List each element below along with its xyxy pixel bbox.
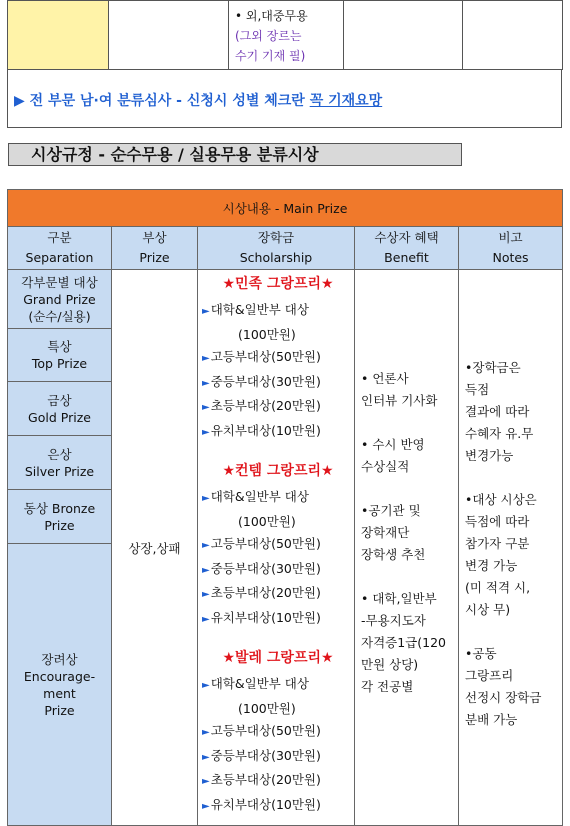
sep-line: Top Prize — [31, 356, 88, 371]
separation-bronze-prize — [8, 490, 112, 544]
scholarship-item: ►초등부대상(20만원) — [202, 585, 321, 600]
triangle-icon: ► — [202, 564, 210, 576]
benefit-line: • 대학,일반부 — [361, 591, 437, 606]
top-cell-5 — [463, 1, 563, 70]
genre-note-line2: 수기 기재 필) — [235, 49, 306, 63]
scholarship-item: ►고등부대상(50만원) — [202, 349, 321, 364]
triangle-icon: ► — [202, 727, 210, 738]
sep-line: Silver Prize — [24, 463, 95, 479]
scholarship-item: ►대학&일반부 대상 — [202, 676, 309, 691]
bullet-item: • 외,대중무용 — [235, 9, 308, 23]
triangle-icon: ► — [202, 776, 210, 787]
triangle-icon: ► — [202, 613, 210, 625]
top-cell-2 — [109, 1, 229, 70]
header-benefit — [355, 227, 459, 270]
benefit-line: • 언론사 — [361, 371, 409, 386]
notes-line: •장학금은 — [465, 360, 521, 375]
top-cell-yellow — [8, 1, 109, 70]
grand-prix-title: ★민족 그랑프리★ — [222, 276, 334, 292]
triangle-icon: ► — [202, 589, 210, 600]
triangle-icon: ► — [202, 751, 210, 763]
scholarship-item: ►유치부대상(10만원) — [202, 422, 321, 438]
scholarship-item: ►초등부대상(20만원) — [202, 772, 321, 787]
sep-line: 각부문별 대상 — [21, 274, 98, 290]
benefit-line: 만원 상당) — [361, 657, 419, 672]
header-en: Scholarship — [239, 250, 313, 265]
gender-notice — [14, 90, 382, 110]
notes-line: (미 적격 시, — [465, 580, 531, 595]
separation-gold-prize — [8, 382, 112, 436]
notes-line: 변경가능 — [465, 448, 514, 463]
header-ko: 장학금 — [257, 230, 295, 245]
notes-line: 분배 가능 — [465, 712, 518, 727]
scholarship-item: (100만원) — [238, 326, 296, 342]
separation-encouragement-prize — [8, 544, 112, 826]
header-ko: 수상자 혜택 — [374, 230, 439, 245]
notes-line: •대상 시상은 — [465, 492, 537, 507]
main-prize-title: 시상내용 - Main Prize — [8, 190, 563, 227]
scholarship-item: ►중등부대상(30만원) — [202, 373, 321, 389]
benefit-line: -무용지도자 — [361, 613, 426, 628]
top-cell-3 — [229, 1, 344, 70]
notes-line: 득점에 따라 — [465, 514, 530, 529]
triangle-icon: ► — [202, 493, 210, 504]
notes-line: 결과에 따라 — [465, 404, 530, 419]
triangle-icon: ► — [202, 377, 210, 389]
separation-silver-prize — [8, 436, 112, 490]
sep-line: 동상 Bronze — [23, 500, 96, 516]
top-cell-4 — [344, 1, 463, 70]
notes-line: •공동 — [465, 646, 497, 661]
benefit-line: 장학생 추천 — [361, 547, 426, 562]
benefit-cell — [355, 270, 459, 826]
scholarship-item: (100만원) — [238, 700, 296, 716]
triangle-icon: ► — [202, 800, 210, 812]
scholarship-item: ►중등부대상(30만원) — [202, 560, 321, 576]
benefit-line: 장학재단 — [361, 525, 410, 540]
sep-line: 장려상 — [41, 651, 78, 667]
notes-line: 선정시 장학금 — [465, 690, 542, 705]
header-ko: 부상 — [142, 230, 167, 245]
benefit-line: 각 전공별 — [361, 679, 414, 694]
benefit-line: 인터뷰 기사화 — [361, 393, 438, 408]
scholarship-item: (100만원) — [238, 513, 296, 529]
header-scholarship — [198, 227, 355, 270]
scholarship-item: ►대학&일반부 대상 — [202, 489, 309, 504]
scholarship-item: ►중등부대상(30만원) — [202, 747, 321, 763]
scholarship-item: ►유치부대상(10만원) — [202, 796, 321, 812]
scholarship-cell — [198, 270, 355, 826]
triangle-icon: ► — [202, 540, 210, 551]
top-table-fragment — [7, 0, 563, 70]
prize-cell: 상장,상패 — [112, 270, 198, 826]
triangle-icon: ► — [202, 402, 210, 413]
notes-line: 수혜자 유.무 — [465, 426, 534, 441]
genre-note-line1: (그외 장르는 — [235, 29, 302, 43]
scholarship-item: ►고등부대상(50만원) — [202, 536, 321, 551]
header-ko: 구분 — [47, 230, 72, 245]
main-prize-table — [7, 189, 563, 826]
sep-line: Prize — [44, 517, 75, 533]
header-ko: 비고 — [498, 230, 523, 245]
triangle-icon: ► — [202, 426, 210, 438]
separation-grand-prize — [8, 270, 112, 329]
sep-line: ment — [43, 685, 76, 701]
notes-line: 시상 무) — [465, 602, 511, 617]
triangle-icon: ► — [202, 353, 210, 364]
sep-line: (순수/실용) — [28, 308, 91, 324]
header-en: Benefit — [384, 250, 429, 265]
sep-line: 특상 — [47, 339, 72, 354]
benefit-line: • 수시 반영 — [361, 437, 425, 452]
scholarship-item: ►초등부대상(20만원) — [202, 398, 321, 413]
sep-line: Gold Prize — [28, 409, 91, 425]
sep-line: 은상 — [47, 446, 72, 462]
grand-prix-title: ★컨템 그랑프리★ — [222, 463, 334, 479]
scholarship-item: ►대학&일반부 대상 — [202, 302, 309, 317]
scholarship-item: ►유치부대상(10만원) — [202, 609, 321, 625]
benefit-line: 수상실적 — [361, 459, 410, 474]
benefit-line: 자격증1급(120 — [361, 635, 446, 650]
grand-prix-title: ★발레 그랑프리★ — [222, 650, 334, 666]
arrow-icon: ▶ — [14, 93, 25, 109]
notice-emphasis: 꼭 기재요망 — [309, 93, 383, 109]
header-en: Notes — [492, 250, 529, 265]
header-separation — [8, 227, 112, 270]
sep-line: Encourage- — [23, 668, 96, 684]
separation-top-prize — [8, 329, 112, 382]
notes-line: 참가자 구분 — [465, 536, 530, 551]
header-notes — [459, 227, 563, 270]
triangle-icon: ► — [202, 306, 210, 317]
sep-line: Grand Prize — [23, 291, 96, 307]
notice-text: 전 부문 남·여 분류심사 - 신청시 성별 체크란 — [29, 93, 305, 109]
triangle-icon: ► — [202, 680, 210, 691]
notes-line: 변경 가능 — [465, 558, 518, 573]
notes-line: 득점 — [465, 382, 490, 397]
sep-line: Prize — [44, 702, 75, 718]
notes-cell — [459, 270, 563, 826]
notes-line: 그랑프리 — [465, 668, 514, 683]
sep-line: 금상 — [47, 392, 72, 408]
header-prize — [112, 227, 198, 270]
scholarship-item: ►고등부대상(50만원) — [202, 723, 321, 738]
header-en: Prize — [139, 250, 170, 265]
header-en: Separation — [25, 250, 94, 265]
benefit-line: •공기관 및 — [361, 503, 421, 518]
section-title: 시상규정 - 순수무용 / 실용무용 분류시상 — [8, 143, 462, 166]
